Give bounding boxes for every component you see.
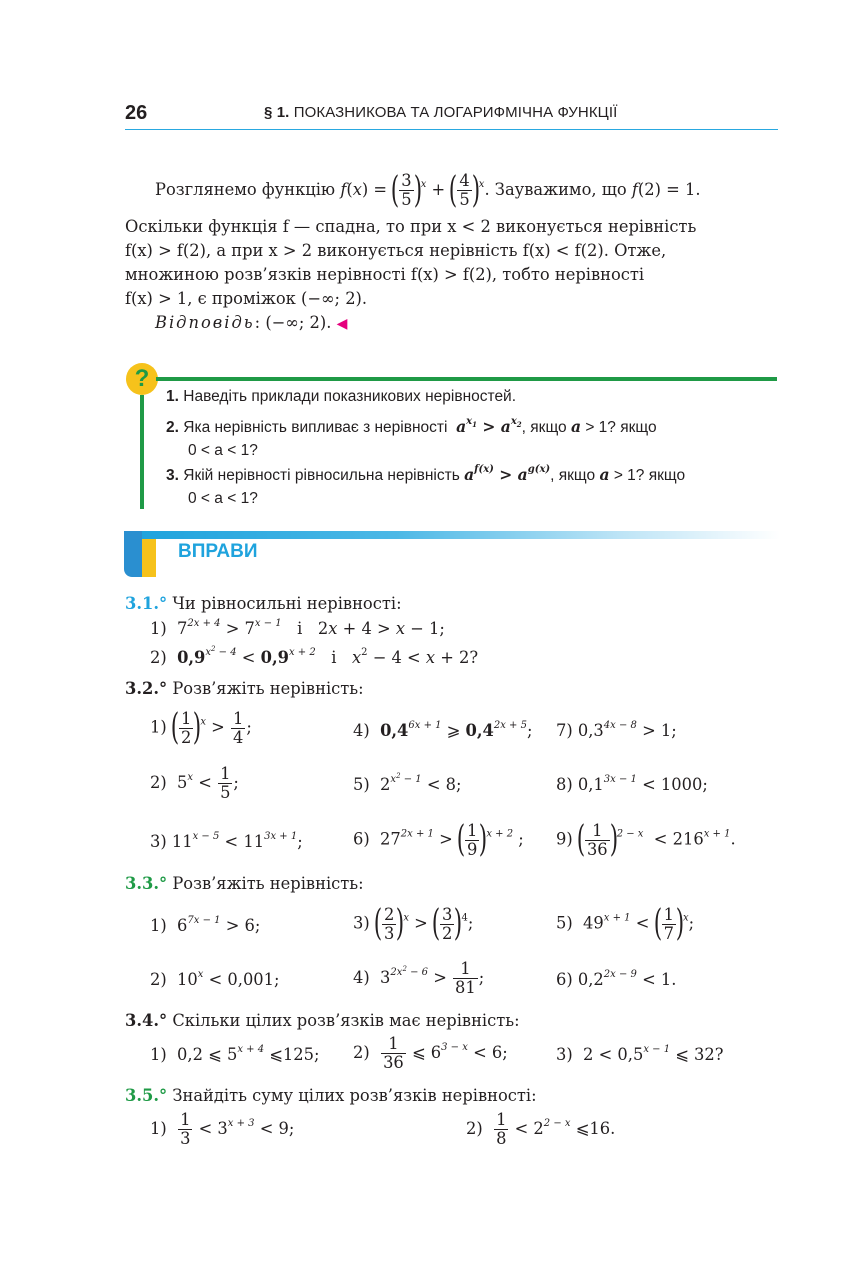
exercise-3-2-item-7: 7) $0,3^{4x - 8} > 1$; [556, 720, 677, 740]
exercise-3-2-item-6: 6) $27^{2x + 1}$ > ( $\frac{1}{9}$ )$^{x + 2}$ ; [353, 819, 524, 860]
question-2: 2. Яка нерівність випливає з нерівності $a^{x_1} > a^{x_2}$, якщо a > 1? якщо [166, 416, 657, 436]
question-mark-icon: ? [126, 363, 158, 395]
exercise-3-3-item-1: 1) $6^{7x - 1} > 6$; [150, 915, 261, 935]
end-marker-icon: ◀ [336, 316, 348, 332]
exercise-3-2-item-2: 2) $5^x$ < $\frac{1}{5}$ ; [150, 764, 239, 802]
exercise-3-3-item-3: 3) ( $\frac{2}{3}$ )$^x$ > ( $\frac{3}{2}$ )$^4$; [353, 903, 474, 944]
exercise-3-1-item-2: 2) $0,9^{x^2 - 4} < 0,9^{x + 2}$ і $x^2 - 4 < x + 2$? [150, 645, 479, 667]
intro-line-4: множиною розв’язків нерівності f(x) > f(2), тобто нерівності [125, 265, 645, 284]
exercise-3-5-item-2: 2) $\frac{1}{8}$ < $2^{2 - x}$ ⩽16. [466, 1110, 616, 1148]
chapter-title: § 1. ПОКАЗНИКОВА ТА ЛОГАРИФМІЧНА ФУНКЦІЇ [264, 104, 618, 121]
exercise-3-4-item-3: 3) $2 < 0,5^{x - 1}$ ⩽ 32? [556, 1044, 724, 1064]
questions-divider [156, 377, 777, 381]
page-header [125, 98, 778, 130]
exercise-3-3: 3.3.° Розв’яжіть нерівність: [125, 874, 364, 893]
exercise-3-4: 3.4.° Скільки цілих розв’язків має нерівність: [125, 1011, 520, 1030]
question-3: 3. Якій нерівності рівносильна нерівність $a^{f(x)} > a^{g(x)}$, якщо a > 1? якщо [166, 464, 686, 484]
exercise-3-5: 3.5.° Знайдіть суму цілих розв’язків нерівності: [125, 1086, 537, 1105]
exercise-3-2-item-5: 5) $2^{x^2 - 1} < 8$; [353, 772, 462, 794]
exercise-3-1: 3.1.° Чи рівносильні нерівності: [125, 594, 402, 613]
section-banner [140, 531, 780, 539]
question-2-line-2: 0 < a < 1? [188, 442, 258, 459]
exercise-3-2-item-1: 1) ( $\frac{1}{2}$ )$^x$ > $\frac{1}{4}$ ; [150, 707, 252, 748]
intro-line-2: Оскільки функція f — спадна, то при x < 2 виконується нерівність [125, 217, 697, 236]
exercise-3-3-item-2: 2) $10^x < 0,001$; [150, 969, 280, 989]
exercise-3-4-item-1: 1) 0,2 ⩽ $5^{x + 4}$ ⩽125; [150, 1044, 320, 1064]
exercise-3-5-item-1: 1) $\frac{1}{3}$ < $3^{x + 3} < 9$; [150, 1110, 295, 1148]
exercise-3-2-item-4: 4) $0,4^{6x + 1}$ ⩾ $0,4^{2x + 5}$; [353, 720, 533, 740]
exercise-3-2-item-8: 8) $0,1^{3x - 1} < 1000$; [556, 774, 708, 794]
exercise-3-4-item-2: 2) $\frac{1}{36}$ ⩽ $6^{3 - x} < 6$; [353, 1034, 508, 1072]
intro-line-1: Розглянемо функцію f(x) = ( $\frac{3}{5}$ )$^x$ + ( $\frac{4}{5}$ )$^x$. Зауважимо, що f(2) = 1. [155, 169, 701, 211]
exercise-3-2-item-9: 9) ( $\frac{1}{36}$ )$^{2 - x} < 216^{x + 1}$. [556, 819, 736, 860]
intro-line-5: f(x) > 1, є проміжок (−∞; 2). [125, 289, 368, 308]
exercise-3-3-item-5: 5) $49^{x + 1}$ < ( $\frac{1}{7}$ )$^x$; [556, 903, 695, 944]
page-number: 26 [125, 102, 148, 124]
exercise-3-3-item-4: 4) $3^{2x^2 - 6}$ > $\frac{1}{81}$ ; [353, 959, 485, 997]
question-1: 1. Наведіть приклади показникових нерівностей. [166, 388, 517, 405]
question-3-line-2: 0 < a < 1? [188, 490, 258, 507]
section-title: ВПРАВИ [178, 541, 258, 562]
exercise-3-3-item-6: 6) $0,2^{2x - 9} < 1$. [556, 969, 677, 989]
bookmark-tab-icon [124, 531, 142, 577]
exercise-3-2: 3.2.° Розв’яжіть нерівність: [125, 679, 364, 698]
intro-line-3: f(x) > f(2), а при x > 2 виконується нерівність f(x) < f(2). Отже, [125, 241, 667, 260]
questions-side-bar [140, 395, 144, 509]
answer-line: Відповідь: (−∞; 2). ◀ [155, 313, 348, 332]
exercise-3-2-item-3: 3) $11^{x - 5} < 11^{3x + 1}$; [150, 831, 303, 851]
bookmark-tab-accent [142, 539, 156, 577]
exercise-3-1-item-1: 1) $7^{2x + 4} > 7^{x - 1}$ і 2x + 4 > x − 1; [150, 618, 445, 638]
